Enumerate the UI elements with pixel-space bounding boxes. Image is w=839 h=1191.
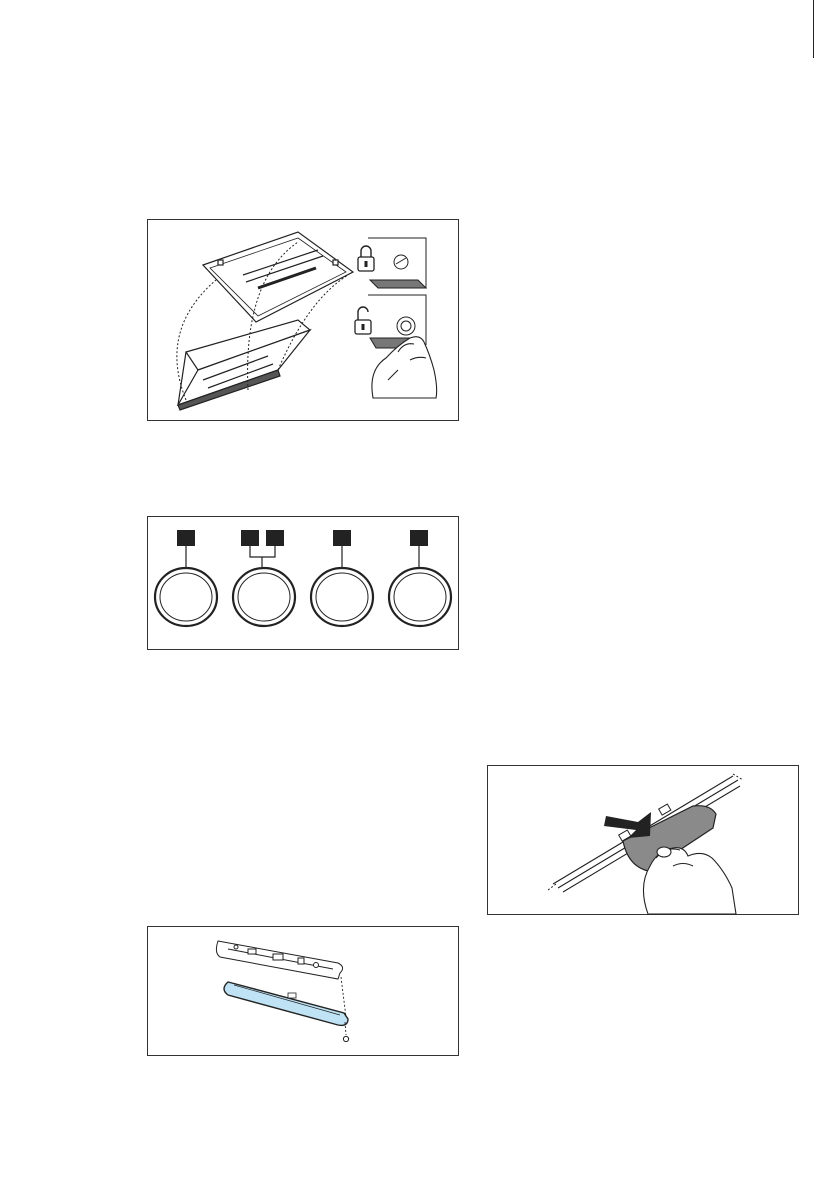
filter-removal-figure — [147, 219, 459, 421]
padlock-locked-icon — [358, 246, 374, 271]
button-1 — [155, 568, 217, 626]
marker-4 — [333, 530, 351, 546]
screw-icon — [343, 1036, 348, 1041]
marker-5 — [410, 530, 428, 546]
lamp-cover-figure — [147, 926, 459, 1056]
hand-icon — [643, 847, 736, 914]
lamp-cover-icon — [224, 982, 348, 1025]
button-3 — [311, 568, 373, 626]
marker-1 — [177, 530, 195, 546]
lamp-housing — [216, 941, 342, 979]
control-buttons-illustration — [148, 517, 460, 651]
control-buttons-figure — [147, 516, 459, 650]
lamp-cover-illustration — [148, 927, 460, 1057]
lock-detail-locked — [368, 238, 426, 288]
marker-3 — [266, 530, 284, 546]
leader-lines — [186, 546, 419, 567]
filter-removal-illustration — [148, 220, 460, 422]
padlock-unlocked-icon — [355, 307, 371, 334]
marker-2 — [241, 530, 259, 546]
label-markers — [177, 530, 428, 546]
button-4 — [389, 568, 451, 626]
guide-lines — [341, 977, 346, 1035]
page-edge-mark — [813, 0, 814, 58]
hood-frame — [203, 232, 353, 322]
grease-filter — [178, 320, 310, 410]
slider-adjust-illustration — [488, 766, 800, 916]
slider-adjust-figure — [487, 765, 799, 915]
button-2 — [233, 568, 295, 626]
